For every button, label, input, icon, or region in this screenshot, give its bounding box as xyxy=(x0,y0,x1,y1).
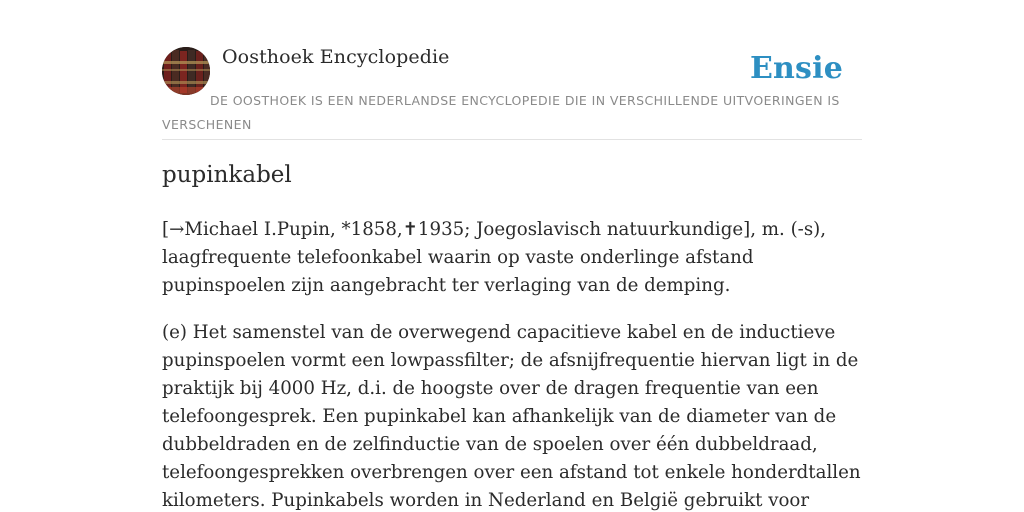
site-header xyxy=(162,0,862,140)
site-tagline: DE OOSTHOEK IS EEN NEDERLANDSE ENCYCLOPEDIE DIE IN VERSCHILLENDE UITVOERINGEN IS VERSCHENEN xyxy=(162,93,840,132)
site-name[interactable]: Oosthoek Encyclopedie xyxy=(222,46,450,68)
encyclopedia-books-icon[interactable] xyxy=(162,47,210,95)
entry-paragraph: [→Michael I.Pupin, *1858,✝1935; Joegoslavisch natuurkundige], m. (-s), laagfrequente telefoonkabel waarin op vaste onderlinge afstand pupinspoelen zijn aangebracht ter verlaging van de demping. xyxy=(162,219,827,296)
brand-logo[interactable]: Ensie xyxy=(749,51,843,86)
page-container xyxy=(162,0,862,511)
entry-title: pupinkabel xyxy=(162,162,292,188)
entry-paragraph: (e) Het samenstel van de overwegend capacitieve kabel en de inductieve pupinspoelen vormt een lowpassfilter; de afsnijfrequentie hiervan ligt in de praktijk bij 4000 Hz, d.i. de hoogste over de dragen frequentie van een telefoongesprek. Een pupinkabel kan afhankelijk van de diameter van de dubbeldraden en de zelfinductie van de spoelen over één dubbeldraad, telefoongesprekken overbrengen over een afstand tot enkele honderdtallen kilometers. Pupinkabels worden in Nederland en België gebruikt voor xyxy=(162,322,861,511)
